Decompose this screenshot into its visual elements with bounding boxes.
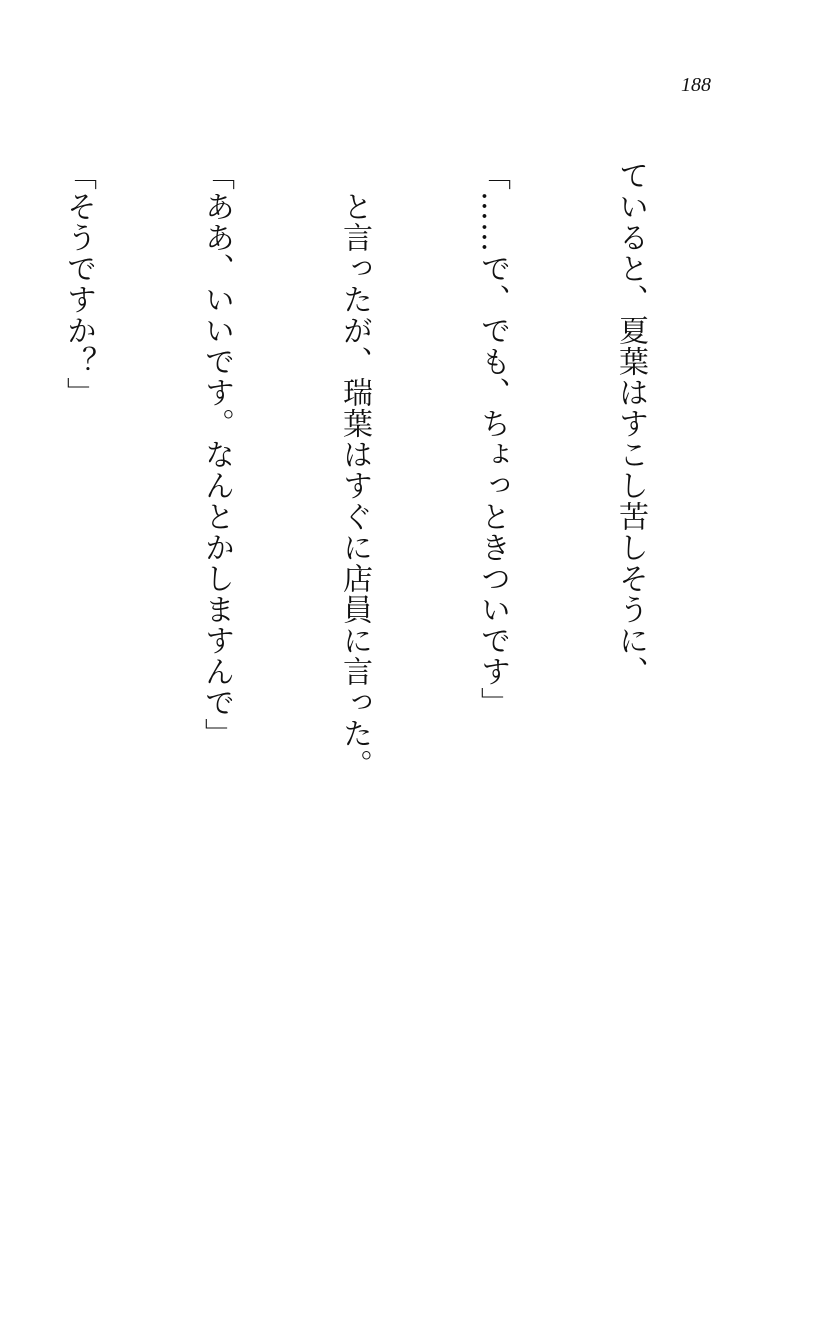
page-number: 188	[681, 74, 711, 96]
text-line: 「……で、でも、ちょっときついです」	[475, 160, 510, 718]
text-line: と言ったが、瑞葉はすぐに店員に言った。	[337, 160, 372, 780]
text-line: ていると、夏葉はすこし苦しそうに、	[613, 160, 648, 687]
vertical-text-body	[61, 160, 745, 1120]
text-line: 「ああ、いいです。なんとかしますんで」	[199, 160, 234, 749]
text-line: 「そうですか？」	[61, 160, 96, 408]
